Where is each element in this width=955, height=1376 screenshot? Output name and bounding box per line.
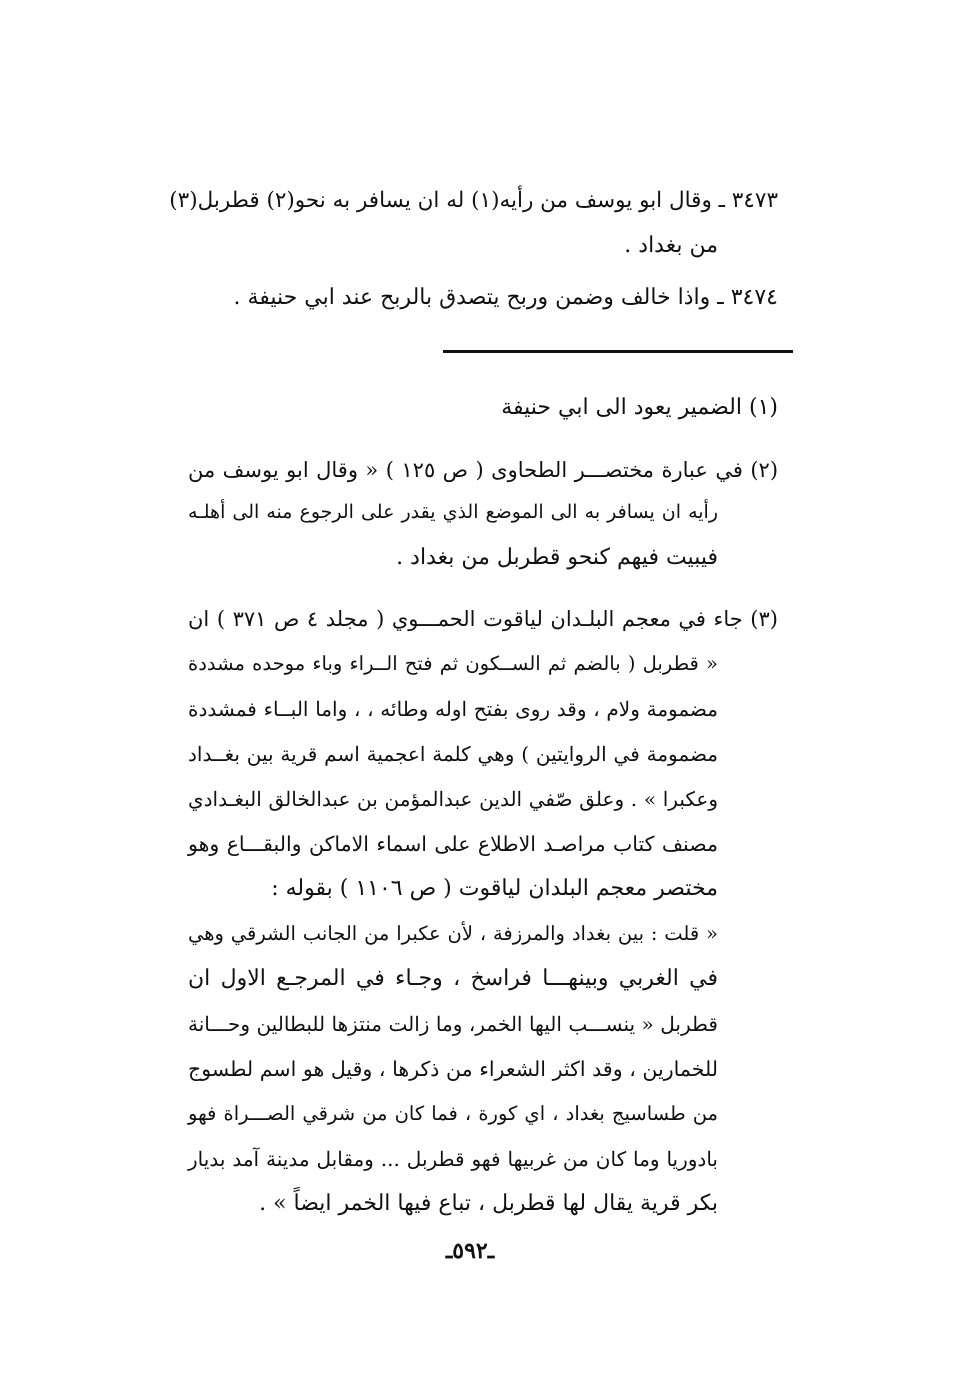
footnote-3-line-2: « قطربل ( بالضم ثم الســكون ثم فتح الــراء وباء موحده مشددة — [188, 652, 718, 675]
footnote-2-line-2: رأيه ان يسافر به الى الموضع الذي يقدر على الرجوع منه الى أهلـه — [188, 501, 718, 523]
quote-line-6: بادوريا وما كان من غربيها فهو قطربل ... ومقابل مدينة آمد بديار — [188, 1147, 718, 1171]
page-number: ـ٥٩٢ـ — [445, 1238, 495, 1264]
quote-line-2: في الغربي وبينهـــا فراسخ ، وجـاء في المرجـع الاول ان — [188, 966, 718, 991]
entry-3474: ٣٤٧٤ ـ واذا خالف وضمن وربح يتصدق بالربح عند ابي حنيفة . — [233, 285, 778, 310]
footnote-3-line-5: وعكبرا » . وعلق صّفي الدين عبدالمؤمن بن عبدالخالق البغـدادي — [188, 787, 718, 811]
entry-3473-line-2: من بغداد . — [624, 233, 718, 258]
quote-line-3: قطربل « ينســـب اليها الخمر، وما زالت منتزها للبطالين وحـــانة — [188, 1012, 718, 1036]
footnote-1: (١) الضمير يعود الى ابي حنيفة — [501, 395, 778, 420]
footnote-2-line-1: (٢) في عبارة مختصـــر الطحاوى ( ص ١٢٥ ) « وقال ابو يوسف من — [188, 458, 779, 482]
entry-3473-line-1: ٣٤٧٣ ـ وقال ابو يوسف من رأيه(١) له ان يسافر به نحو(٢) قطربل(٣) — [169, 188, 778, 213]
quote-line-4: للخمارين ، وقد اكثر الشعراء من ذكرها ، وقيل هو اسم لطسوج — [188, 1057, 718, 1081]
quote-line-7: بكر قرية يقال لها قطربل ، تباع فيها الخمر ايضاً » . — [259, 1191, 718, 1216]
footnote-3-line-4: مضمومة في الروايتين ) وهي كلمة اعجمية اسم قرية بين بغــداد — [188, 742, 718, 766]
footnote-3-line-3: مضمومة ولام ، وقد روى بفتح اوله وطائه ، ، واما البــاء فمشددة — [188, 697, 718, 721]
footnote-3-line-1: (٣) جاء في معجم البلـدان لياقوت الحمـــوي ( مجلد ٤ ص ٣٧١ ) ان — [188, 607, 778, 631]
footnote-separator — [443, 350, 793, 353]
footnote-3-line-7: مختصر معجم البلدان لياقوت ( ص ١١٠٦ ) بقوله : — [271, 876, 718, 901]
footnote-2-line-3: فيبيت فيهم كنحو قطربل من بغداد . — [396, 545, 718, 570]
footnote-3-line-6: مصنف كتاب مراصـد الاطلاع على اسماء الاماكن والبقـــاع وهو — [188, 832, 718, 856]
quote-line-1: « قلت : بين بغداد والمرزفة ، لأن عكبرا من الجانب الشرقي وهي — [188, 922, 718, 945]
quote-line-5: من طساسيج بغداد ، اي كورة ، فما كان من شرقي الصـــراة فهو — [188, 1102, 718, 1125]
